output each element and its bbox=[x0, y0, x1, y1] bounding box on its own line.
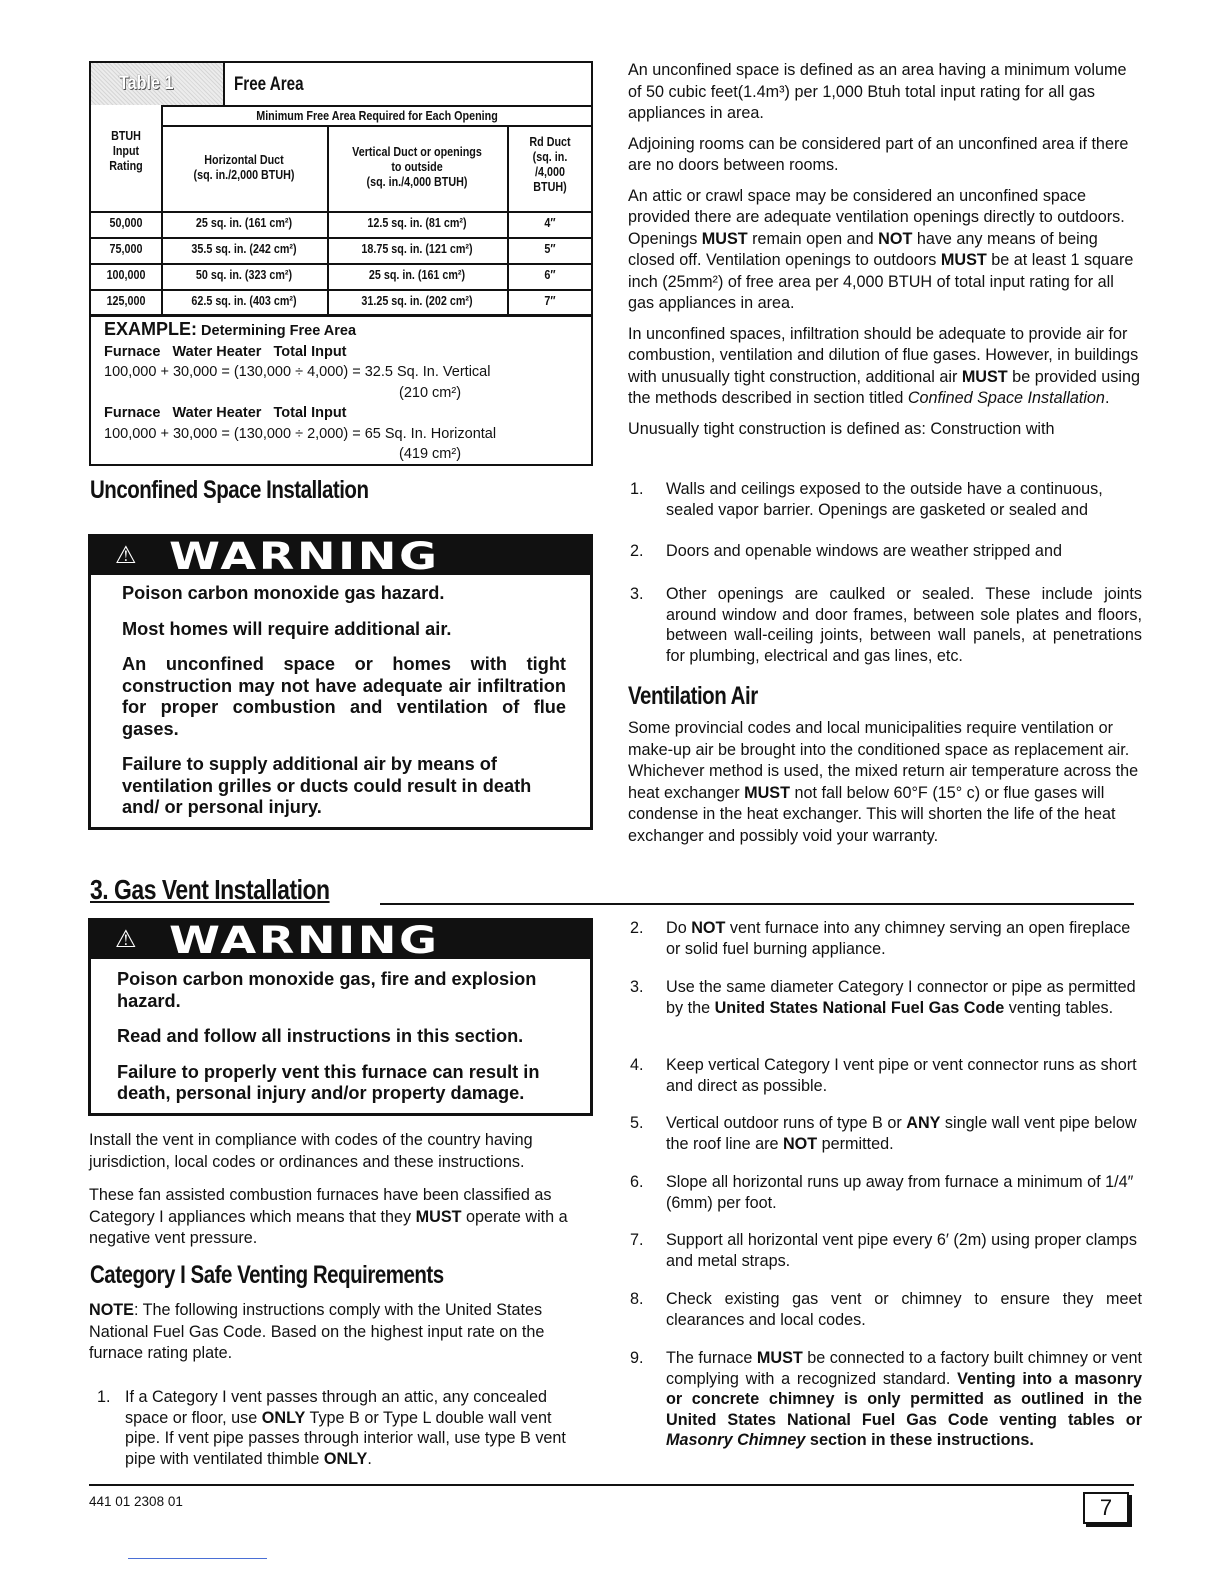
col-header-horizontal: Horizontal Duct (sq. in./2,000 BTUH) bbox=[193, 153, 295, 182]
free-area-table bbox=[89, 61, 593, 466]
example-block: EXAMPLE: Determining Free Area Furnace Water Heater Total Input 100,000 + 30,000 = (130,000 ÷ 4,000) = 32.5 Sq. In. Vertical (210 cm²) Furnace Water Heater Total Input 100,000 + 30,000 = (130,000 ÷ 2,000) = 65 Sq. In. Horizontal (419 cm²) bbox=[104, 319, 497, 462]
warning-header bbox=[91, 535, 590, 578]
warning-label: WARNING bbox=[169, 919, 440, 962]
gas-vent-warning-box bbox=[88, 918, 593, 1116]
paragraph: An attic or crawl space may be considered an unconfined space provided there are adequate ventilation openings directly to outdoors. Openings MUST remain open and NOT have any means of being closed off. Ventilation openings to outdoors MUST be at least 1 square inch (25mm²) of free area per 4,000 BTUH of total input rating for all gas appliances in area. bbox=[628, 186, 1134, 312]
table-row: 100,000 50 sq. in. (323 cm²) 25 sq. in. (161 cm²) 6″ bbox=[106, 268, 556, 282]
warning-line: Poison carbon monoxide gas, fire and explosion hazard. bbox=[117, 969, 537, 1011]
warning-line: Most homes will require additional air. bbox=[122, 618, 452, 639]
table-tab bbox=[91, 63, 223, 105]
list-item: 2. Do NOT vent furnace into any chimney serving an open fireplace or solid fuel burning appliance. bbox=[630, 919, 1131, 958]
example-title: EXAMPLE: bbox=[104, 319, 198, 339]
paragraph: In unconfined spaces, infiltration should be adequate to provide air for combustion, ventilation and dilution of flue gases. However, in buildings with unusually tight construction, additional air MUST be provided using the methods described in section titled Confined Space Installation. bbox=[628, 324, 1140, 407]
list-item: 2. Doors and openable windows are weather stripped and bbox=[630, 542, 1062, 560]
unconfined-heading: Unconfined Space Installation bbox=[90, 476, 369, 504]
col-header-rd: Rd Duct (sq. in. /4,000 BTUH) bbox=[529, 135, 571, 194]
paragraph: Install the vent in compliance with codes of the country having jurisdiction, local codes or ordinances and these instructions. bbox=[89, 1131, 533, 1171]
section-rule bbox=[380, 903, 1134, 905]
note-paragraph: NOTE: The following instructions comply with the United States National Fuel Gas Code. Based on the highest input rate on the furnace rating plate. bbox=[89, 1301, 545, 1362]
right-column-top bbox=[628, 60, 1142, 440]
footer-link-rule bbox=[128, 1558, 267, 1559]
ventilation-paragraph: Some provincial codes and local municipalities require ventilation or make-up air be brought into the conditioned space as replacement air. Whichever method is used, the mixed return air temperature across the heat exchanger MUST not fall below 60°F (15° c) or flue gases will condense in the heat exchanger. This will shorten the life of the heat exchanger and possibly void your warranty. bbox=[628, 719, 1139, 845]
paragraph: An unconfined space is defined as an area having a minimum volume of 50 cubic feet(1.4m³) per 1,000 Btuh total input rating for all gas appliances in area. bbox=[628, 61, 1127, 122]
list-item: 1. If a Category I vent passes through an attic, any concealed space or floor, use ONLY Type B or Type L double wall vent pipe. If vent pipe passes through interior wall, use type B vent pipe with ventilated thimble ONLY. bbox=[97, 1388, 566, 1468]
paragraph: Unusually tight construction is defined as: Construction with bbox=[628, 419, 1055, 438]
page-number-box bbox=[1083, 1492, 1129, 1524]
table-row: 50,000 25 sq. in. (161 cm²) 12.5 sq. in. (81 cm²) 4″ bbox=[109, 216, 556, 230]
document-number: 441 01 2308 01 bbox=[89, 1494, 183, 1509]
list-item: 7. Support all horizontal vent pipe every 6′ (2m) using proper clamps and metal straps. bbox=[630, 1231, 1137, 1270]
paragraph: These fan assisted combustion furnaces have been classified as Category I appliances which means that they MUST operate with a negative vent pressure. bbox=[89, 1186, 568, 1247]
warning-header bbox=[91, 919, 590, 962]
list-item: 9. The furnace MUST be connected to a factory built chimney or vent complying with a recognized standard. Venting into a masonry or concrete chimney is only permitted as outlined in the United States National Fuel Gas Code venting tables or Masonry Chimney section in these instructions. bbox=[630, 1349, 1142, 1449]
warning-triangle-icon: ⚠ bbox=[115, 926, 137, 953]
table-row: 75,000 35.5 sq. in. (242 cm²) 18.75 sq. in. (121 cm²) 5″ bbox=[109, 242, 556, 256]
list-item: 8. Check existing gas vent or chimney to ensure they meet clearances and local codes. bbox=[630, 1290, 1142, 1329]
table-subheader: Minimum Free Area Required for Each Opening bbox=[256, 109, 498, 123]
warning-line: Failure to supply additional air by means of ventilation grilles or ducts could result in death and/ or personal injury. bbox=[122, 754, 532, 817]
gas-vent-body bbox=[89, 1130, 601, 1250]
list-item: 5. Vertical outdoor runs of type B or ANY single wall vent pipe below the roof line are NOT permitted. bbox=[630, 1114, 1137, 1153]
list-item: 6. Slope all horizontal runs up away from furnace a minimum of 1/4″ (6mm) per foot. bbox=[630, 1173, 1134, 1212]
list-item: 3. Other openings are caulked or sealed. These include joints around window and door frames, between sole plates and floors, between wall-ceiling joints, between wall panels, at penetrations for plumbing, electrical and gas lines, etc. bbox=[630, 585, 1142, 665]
unconfined-warning-box bbox=[88, 534, 593, 830]
table-row: 125,000 62.5 sq. in. (403 cm²) 31.25 sq. in. (202 cm²) 7″ bbox=[106, 294, 556, 308]
ventilation-air-heading: Ventilation Air bbox=[628, 682, 758, 710]
warning-triangle-icon: ⚠ bbox=[115, 542, 137, 569]
list-item: 1. Walls and ceilings exposed to the outside have a continuous, sealed vapor barrier. Openings are gasketed or sealed and bbox=[630, 480, 1103, 519]
list-item: 4. Keep vertical Category I vent pipe or vent connector runs as short and direct as possible. bbox=[630, 1056, 1137, 1095]
paragraph: Adjoining rooms can be considered part of an unconfined area if there are no doors between rooms. bbox=[628, 134, 1129, 174]
col-header-btuh: BTUH Input Rating bbox=[109, 129, 143, 173]
table-title: Free Area bbox=[234, 74, 304, 95]
warning-line: Failure to properly vent this furnace can result in death, personal injury and/or property damage. bbox=[117, 1061, 540, 1103]
col-header-vertical: Vertical Duct or openings to outside (sq. in./4,000 BTUH) bbox=[352, 145, 482, 189]
category-heading: Category I Safe Venting Requirements bbox=[90, 1261, 444, 1289]
footer-rule bbox=[89, 1484, 1134, 1486]
gas-vent-heading: 3. Gas Vent Installation bbox=[90, 874, 330, 905]
warning-line: Read and follow all instructions in this section. bbox=[117, 1026, 524, 1046]
warning-line: Poison carbon monoxide gas hazard. bbox=[122, 583, 445, 603]
table-tab-label: Table 1 bbox=[119, 73, 174, 94]
list-item: 3. Use the same diameter Category I connector or pipe as permitted by the United States National Fuel Gas Code venting tables. bbox=[630, 978, 1136, 1017]
warning-line: An unconfined space or homes with tight construction may not have adequate air infiltration for proper combustion and ventilation of flue gases. bbox=[122, 654, 566, 739]
page-number: 7 bbox=[1099, 1495, 1113, 1520]
warning-label: WARNING bbox=[169, 535, 440, 578]
